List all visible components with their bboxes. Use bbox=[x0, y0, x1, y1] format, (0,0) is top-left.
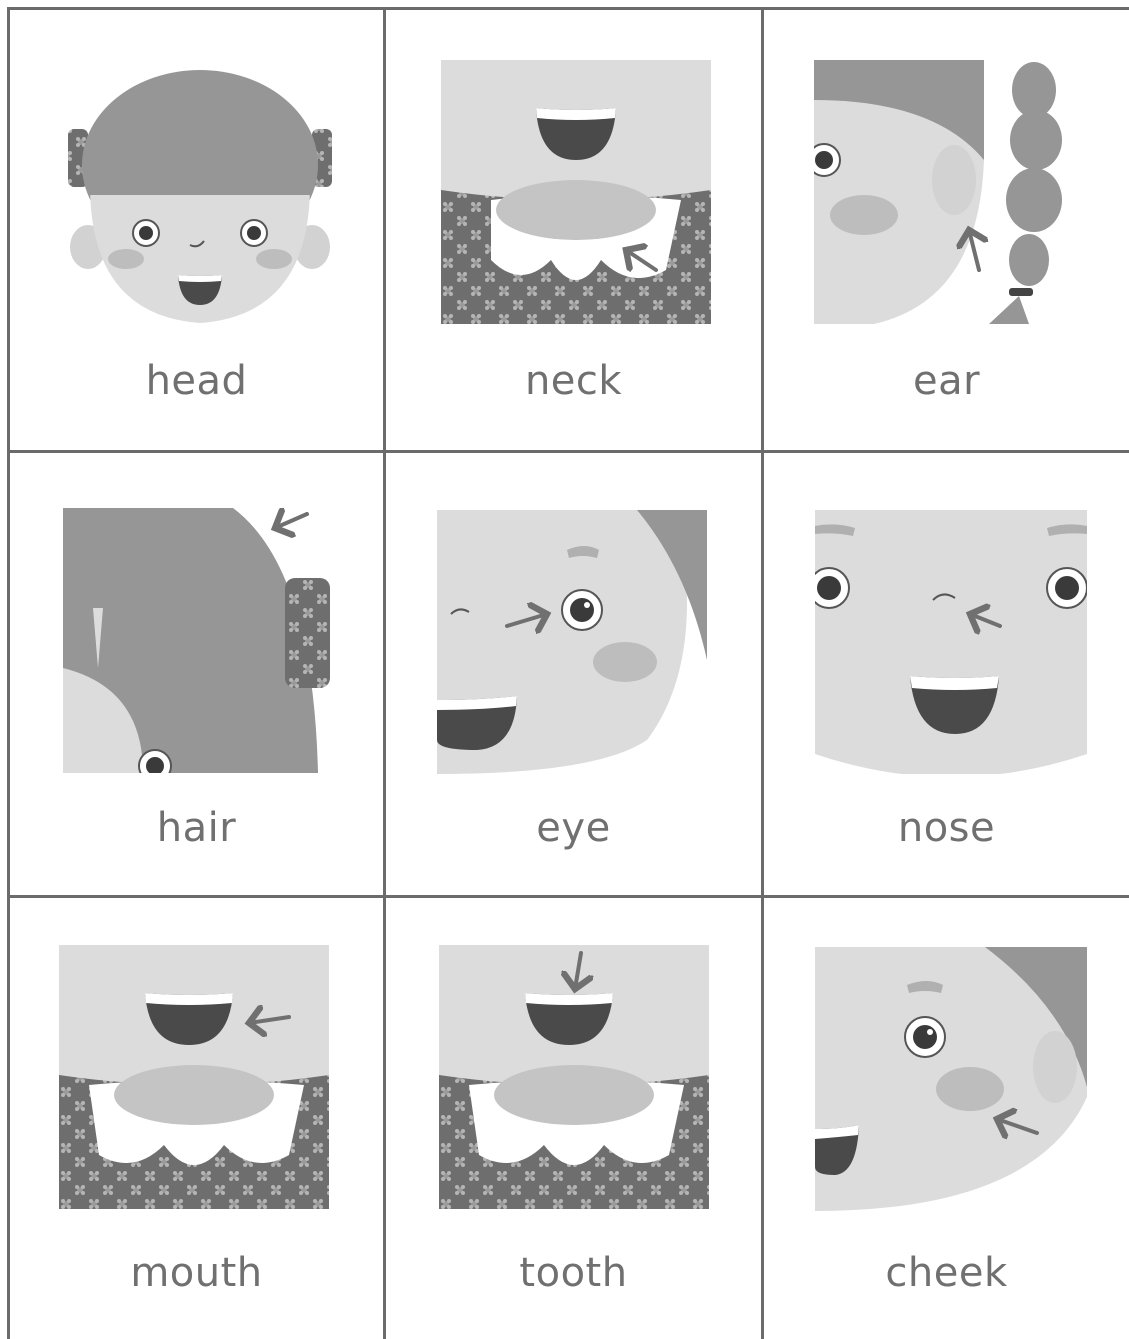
card-label: mouth bbox=[130, 1250, 263, 1296]
hair-illustration bbox=[63, 508, 333, 773]
ear-illustration bbox=[814, 60, 1084, 324]
card-label: nose bbox=[897, 805, 996, 851]
card-cheek bbox=[764, 898, 1129, 1339]
card-label: ear bbox=[912, 358, 981, 404]
card-mouth bbox=[10, 898, 383, 1339]
tooth-illustration bbox=[439, 945, 709, 1209]
eye-illustration bbox=[437, 510, 707, 774]
card-label: hair bbox=[156, 805, 237, 851]
card-label: tooth bbox=[519, 1250, 628, 1296]
card-label: head bbox=[145, 358, 248, 404]
head-illustration bbox=[60, 65, 340, 330]
mouth-illustration bbox=[59, 945, 329, 1209]
cheek-illustration bbox=[815, 947, 1087, 1211]
card-nose bbox=[764, 453, 1129, 895]
card-head bbox=[10, 10, 383, 450]
card-label: cheek bbox=[885, 1250, 1008, 1296]
neck-illustration bbox=[441, 60, 711, 324]
nose-illustration bbox=[815, 510, 1087, 774]
card-ear bbox=[764, 10, 1129, 450]
card-label: eye bbox=[536, 805, 611, 851]
card-eye bbox=[386, 453, 761, 895]
card-neck bbox=[386, 10, 761, 450]
card-hair bbox=[10, 453, 383, 895]
card-label: neck bbox=[524, 358, 623, 404]
card-tooth bbox=[386, 898, 761, 1339]
